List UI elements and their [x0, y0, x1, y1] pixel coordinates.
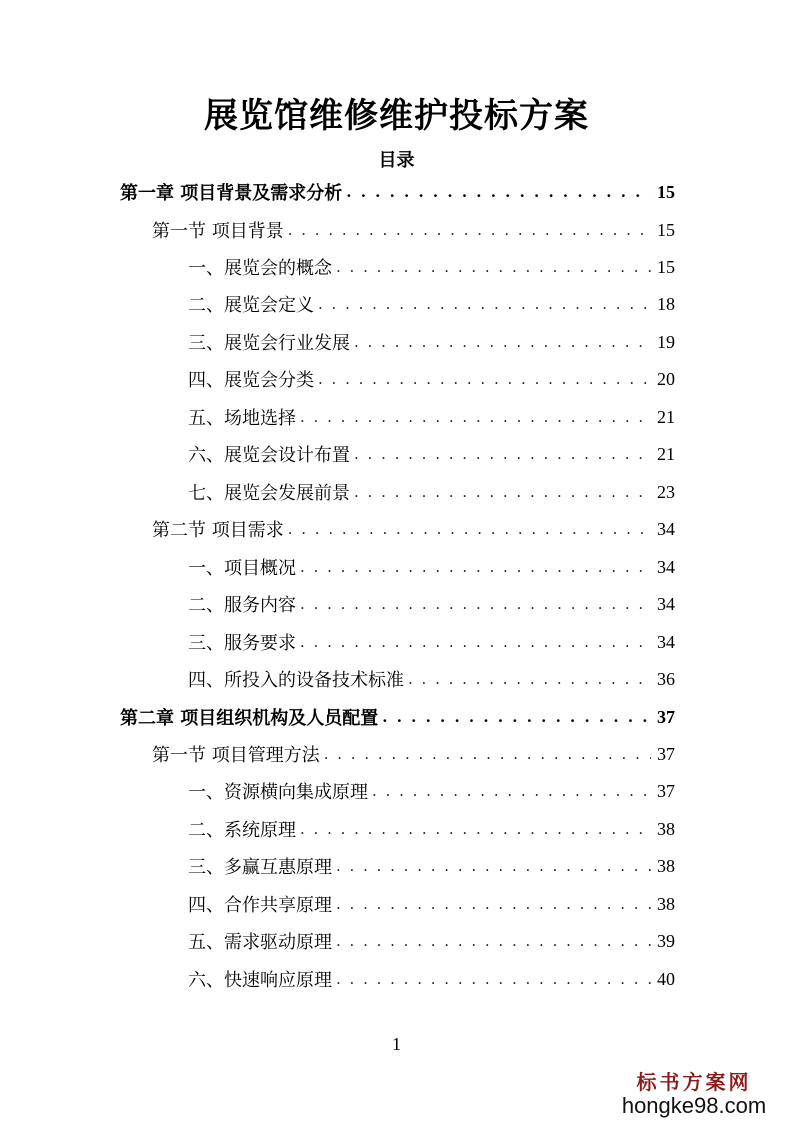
toc-entry-page: 36	[657, 668, 675, 689]
toc-entry-page: 34	[657, 593, 675, 614]
document-title: 展览馆维修维护投标方案	[204, 96, 589, 136]
toc-leader-dots	[408, 670, 651, 688]
toc-entry-label: 三、服务要求	[188, 633, 296, 654]
toc-entry-label: 六、快速响应原理	[188, 970, 332, 991]
toc-entry-page: 39	[657, 930, 675, 951]
toc-entry-label: 五、需求驱动原理	[188, 932, 332, 953]
toc-entry[interactable]	[120, 703, 675, 731]
toc-entry-page: 38	[657, 818, 675, 839]
toc-leader-dots	[288, 520, 651, 538]
toc-entry[interactable]	[188, 628, 675, 656]
toc-entry-label: 第一节 项目背景	[152, 221, 284, 242]
toc-entry-label: 四、合作共享原理	[188, 895, 332, 916]
toc-leader-dots	[354, 483, 651, 501]
toc-entry-label: 二、系统原理	[188, 820, 296, 841]
toc-entry-label: 二、展览会定义	[188, 295, 314, 316]
watermark-cn-text: 标书方案网	[636, 1070, 752, 1094]
toc-entry-page: 40	[657, 968, 675, 989]
toc-leader-dots	[372, 782, 651, 800]
toc-entry-label: 三、展览会行业发展	[188, 333, 350, 354]
toc-entry[interactable]	[188, 478, 675, 506]
toc-entry[interactable]	[152, 515, 675, 543]
toc-entry[interactable]	[120, 178, 675, 206]
toc-heading: 目录	[378, 150, 415, 171]
toc-entry-label: 一、资源横向集成原理	[188, 782, 368, 803]
toc-leader-dots	[336, 857, 651, 875]
watermark-url-text: hongke98.com	[621, 1093, 767, 1118]
toc-leader-dots	[346, 183, 651, 201]
toc-entry[interactable]	[188, 553, 675, 581]
toc-entry-page: 23	[657, 481, 675, 502]
toc-entry-label: 第一章 项目背景及需求分析	[120, 183, 343, 204]
toc-entry-label: 四、展览会分类	[188, 370, 314, 391]
toc-entry-label: 一、项目概况	[188, 558, 296, 579]
toc-entry-page: 37	[657, 706, 675, 727]
toc-entry[interactable]	[152, 740, 675, 768]
toc-entry[interactable]	[188, 665, 675, 693]
toc-entry-label: 一、展览会的概念	[188, 258, 332, 279]
toc-entry[interactable]	[188, 440, 675, 468]
toc-entry-page: 19	[657, 331, 675, 352]
toc-entry-page: 18	[657, 293, 675, 314]
toc-leader-dots	[354, 333, 651, 351]
toc-entry[interactable]	[188, 815, 675, 843]
toc-entry-label: 四、所投入的设备技术标准	[188, 670, 404, 691]
toc-entry-page: 15	[657, 256, 675, 277]
toc-entry[interactable]	[188, 927, 675, 955]
toc-leader-dots	[300, 595, 651, 613]
toc-entry[interactable]	[188, 777, 675, 805]
toc-leader-dots	[300, 633, 651, 651]
toc-leader-dots	[300, 558, 651, 576]
toc-entry[interactable]	[152, 216, 675, 244]
toc-entry-page: 21	[657, 443, 675, 464]
toc-leader-dots	[336, 932, 651, 950]
toc-entry-label: 第二章 项目组织机构及人员配置	[120, 708, 379, 729]
toc-leader-dots	[336, 970, 651, 988]
toc-leader-dots	[336, 895, 651, 913]
toc-entry-label: 第二节 项目需求	[152, 520, 284, 541]
toc-entry[interactable]	[188, 965, 675, 993]
toc-entry-page: 20	[657, 368, 675, 389]
toc-entry-page: 34	[657, 631, 675, 652]
toc-entry[interactable]	[188, 852, 675, 880]
toc-entry[interactable]	[188, 590, 675, 618]
toc-entry[interactable]	[188, 290, 675, 318]
toc-entry-label: 二、服务内容	[188, 595, 296, 616]
watermark-logo	[609, 1066, 779, 1119]
toc-entry[interactable]	[188, 403, 675, 431]
toc-entry-label: 第一节 项目管理方法	[152, 745, 320, 766]
toc-entry-page: 15	[657, 219, 675, 240]
toc-leader-dots	[300, 408, 651, 426]
page-number: 1	[392, 1034, 401, 1054]
toc-entry-page: 34	[657, 556, 675, 577]
toc-entry[interactable]	[188, 328, 675, 356]
toc-entry-page: 34	[657, 518, 675, 539]
toc-entry-page: 21	[657, 406, 675, 427]
toc-entry[interactable]	[188, 365, 675, 393]
toc-entry-label: 六、展览会设计布置	[188, 445, 350, 466]
toc-leader-dots	[354, 445, 651, 463]
toc-leader-dots	[318, 370, 651, 388]
toc-leader-dots	[288, 221, 651, 239]
toc-entry-page: 37	[657, 780, 675, 801]
toc-entry-label: 七、展览会发展前景	[188, 483, 350, 504]
toc-entry-page: 38	[657, 855, 675, 876]
toc-leader-dots	[324, 745, 651, 763]
toc-entry-label: 五、场地选择	[188, 408, 296, 429]
toc-leader-dots	[300, 820, 651, 838]
toc-entry[interactable]	[188, 253, 675, 281]
toc-entry[interactable]	[188, 890, 675, 918]
toc-leader-dots	[336, 258, 651, 276]
toc-entry-page: 37	[657, 743, 675, 764]
toc-leader-dots	[382, 708, 651, 726]
toc-entry-page: 15	[657, 181, 675, 202]
toc-entry-page: 38	[657, 893, 675, 914]
toc-entry-label: 三、多赢互惠原理	[188, 857, 332, 878]
toc-leader-dots	[318, 295, 651, 313]
